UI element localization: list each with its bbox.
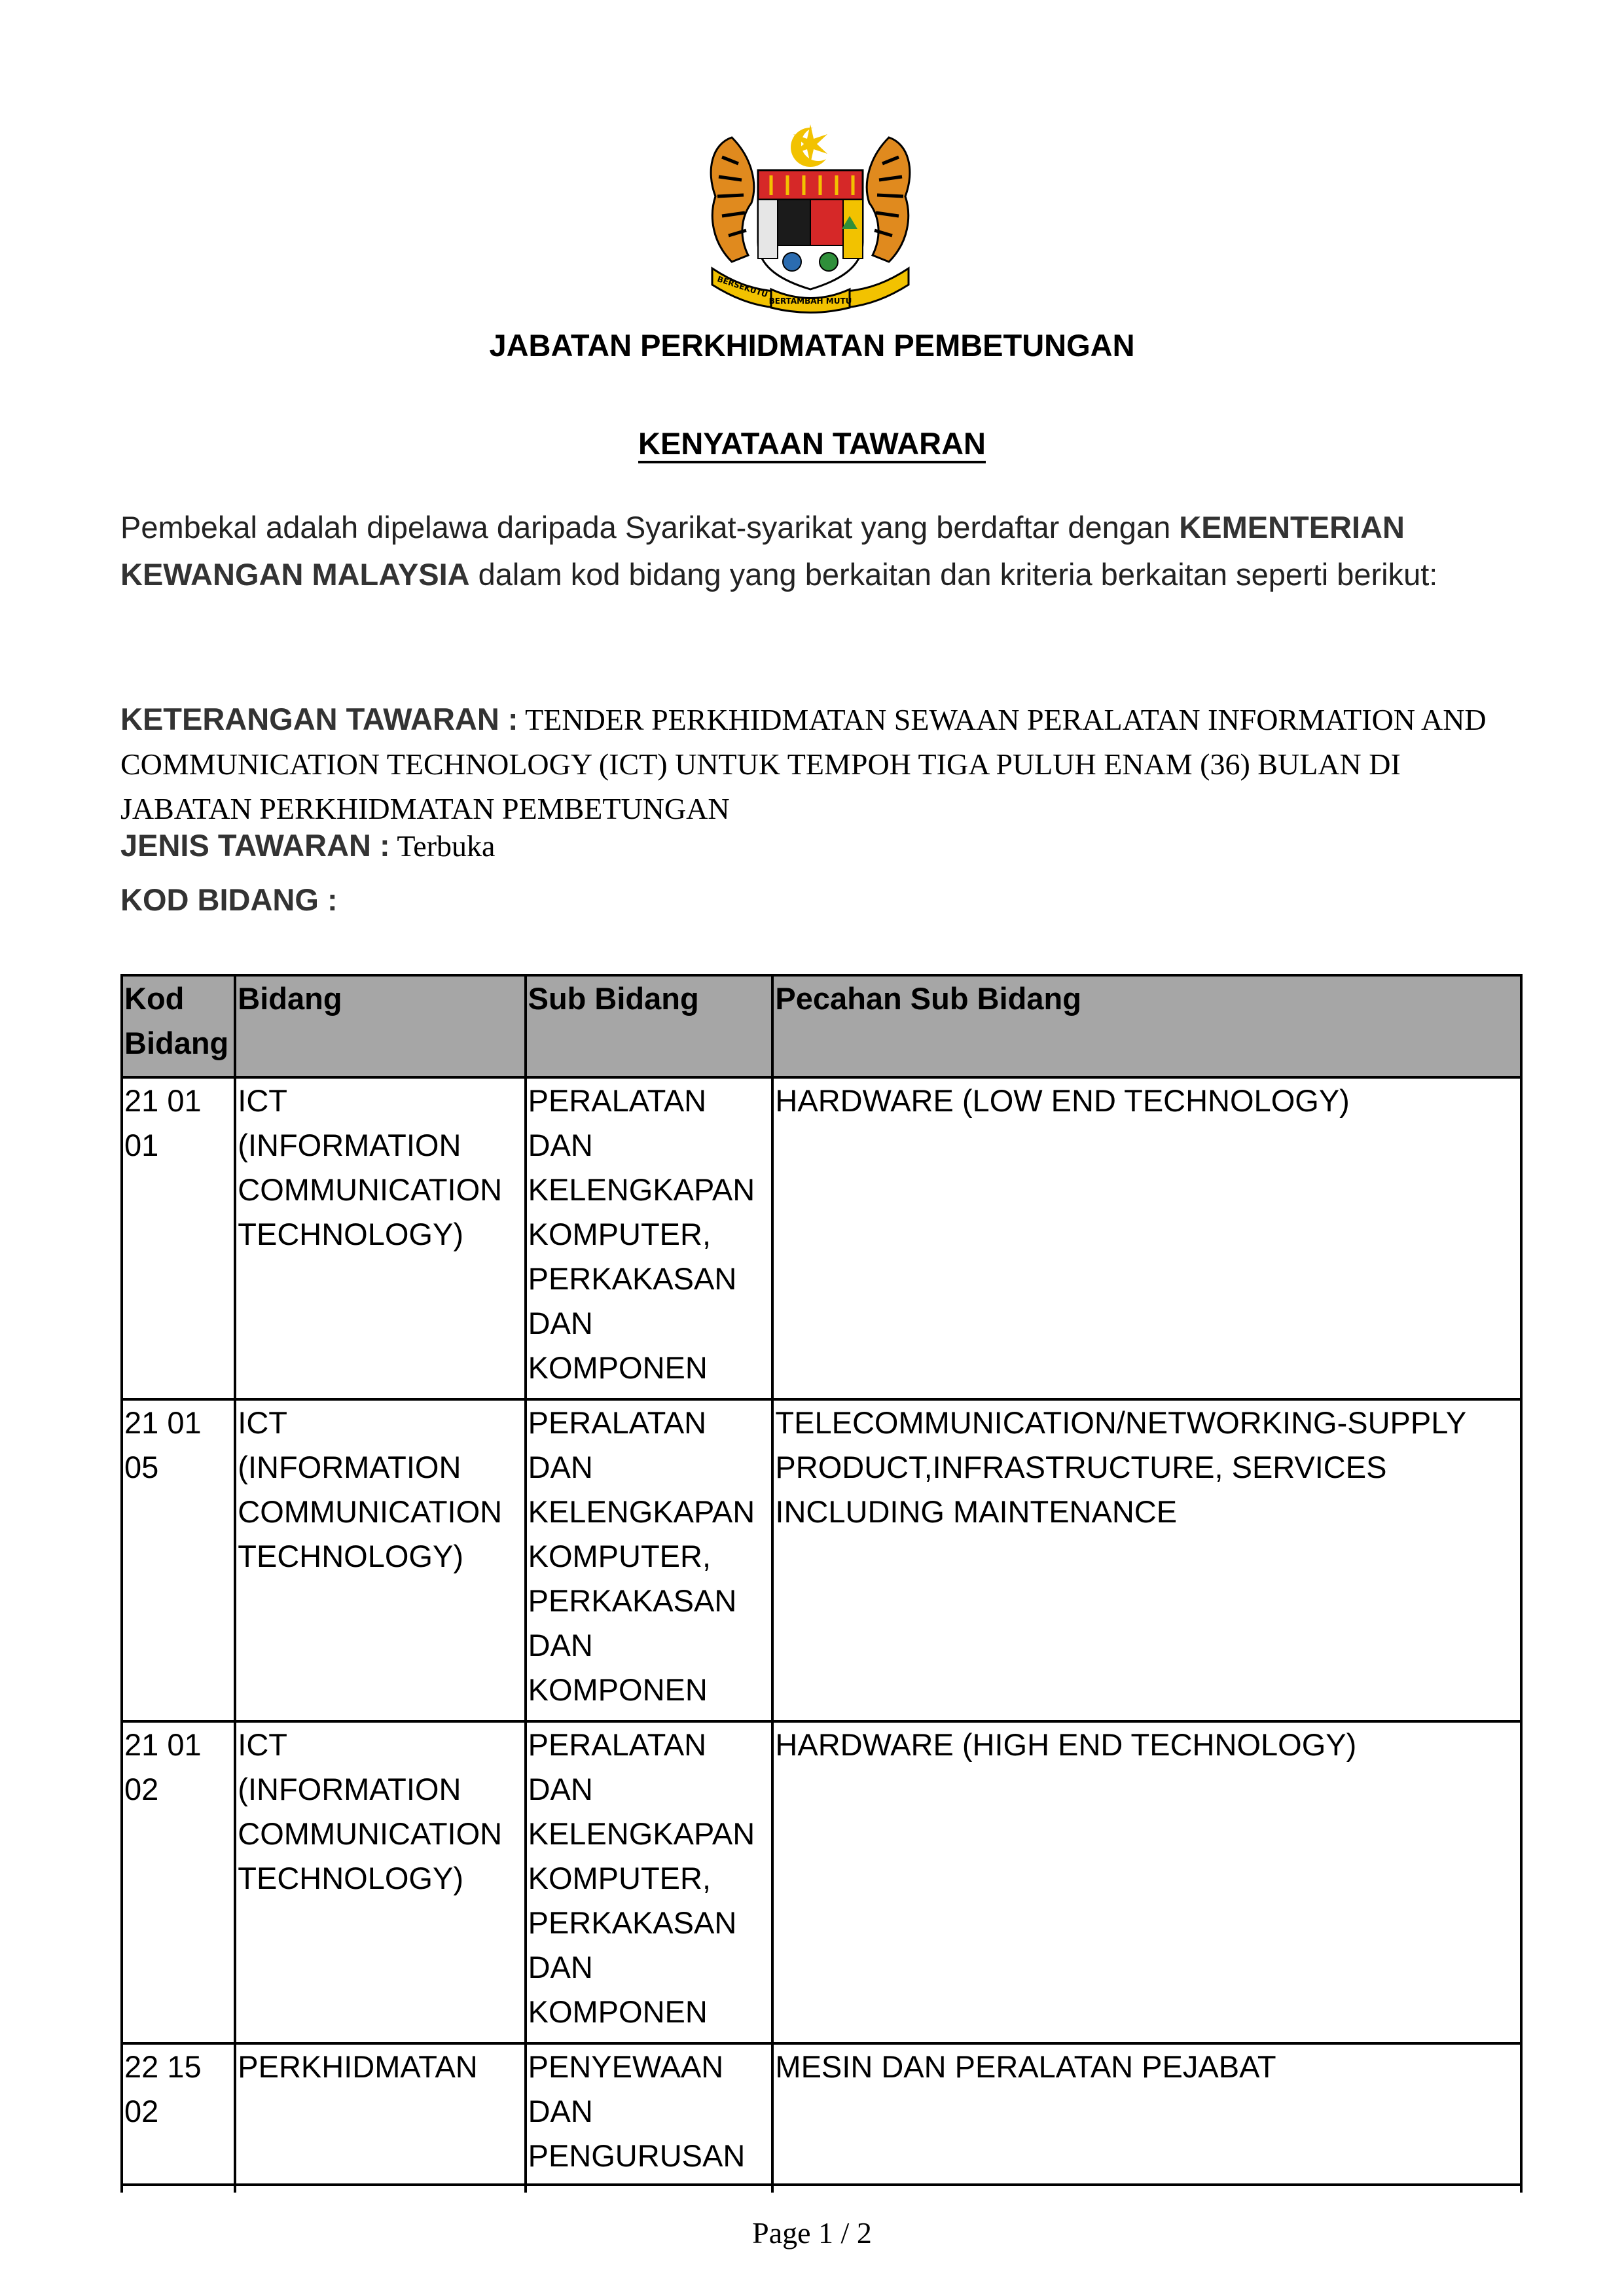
- ministry-name: KEMENTERIAN KEWANGAN MALAYSIA: [120, 510, 1405, 592]
- bidang-cell: PERKHIDMATAN: [235, 2043, 525, 2185]
- intro-paragraph: Pembekal adalah dipelawa daripada Syarikat-syarikat yang berdaftar dengan KEMENTERIAN KEWANGAN MALAYSIA dalam kod bidang yang berkaitan dan kriteria berkaitan seperti berikut:: [120, 510, 1438, 592]
- column-header-sub-bidang: Sub Bidang: [526, 975, 773, 1077]
- column-header-kod-bidang: Kod Bidang: [122, 975, 235, 1077]
- malaysia-coat-of-arms-icon: [686, 118, 935, 314]
- pecahan-cell: MESIN DAN PERALATAN PEJABAT: [772, 2043, 1521, 2185]
- agency-name: JABATAN PERKHIDMATAN PEMBETUNGAN: [489, 328, 1135, 363]
- document-title: KENYATAAN TAWARAN: [638, 426, 986, 461]
- column-header-bidang: Bidang: [235, 975, 525, 1077]
- bidang-cell: ICT (INFORMATION COMMUNICATION TECHNOLOGY): [235, 1399, 525, 1721]
- sub-bidang-cell: PERALATAN DAN KELENGKAPAN KOMPUTER, PERKAKASAN DAN KOMPONEN: [526, 1721, 773, 2043]
- svg-text:BERSEKUTU: BERSEKUTU: [715, 274, 769, 300]
- table-row: [122, 2043, 1521, 2185]
- offer-description: KETERANGAN TAWARAN : TENDER PERKHIDMATAN SEWAAN PERALATAN INFORMATION AND COMMUNICATION TECHNOLOGY (ICT) UNTUK TEMPOH TIGA PULUH ENAM (36) BULAN DI JABATAN PERKHIDMATAN PEMBETUNGAN: [120, 702, 1487, 825]
- field-code-heading: KOD BIDANG :: [120, 882, 338, 917]
- pecahan-cell: TELECOMMUNICATION/NETWORKING-SUPPLY PRODUCT,INFRASTRUCTURE, SERVICES INCLUDING MAINTENANCE: [772, 1399, 1521, 1721]
- sub-bidang-cell: PENYEWAAN DAN PENGURUSAN: [526, 2043, 773, 2185]
- kod-cell: 21 01 02: [122, 1721, 235, 2043]
- table-row: [122, 1077, 1521, 1399]
- sub-bidang-cell: PERALATAN DAN KELENGKAPAN KOMPUTER, PERKAKASAN DAN KOMPONEN: [526, 1077, 773, 1399]
- pecahan-cell: HARDWARE (HIGH END TECHNOLOGY): [772, 1721, 1521, 2043]
- svg-text:BERTAMBAH MUTU: BERTAMBAH MUTU: [768, 296, 852, 306]
- pecahan-cell: HARDWARE (LOW END TECHNOLOGY): [772, 1077, 1521, 1399]
- table-row: [122, 1721, 1521, 2043]
- offer-type: JENIS TAWARAN : Terbuka: [120, 828, 496, 863]
- bidang-cell: ICT (INFORMATION COMMUNICATION TECHNOLOGY): [235, 1077, 525, 1399]
- table-row-continued: [122, 2185, 1521, 2193]
- column-header-pecahan-sub-bidang: Pecahan Sub Bidang: [772, 975, 1521, 1077]
- table-row: [122, 1399, 1521, 1721]
- kod-cell: 22 15 02: [122, 2043, 235, 2185]
- field-code-table: [120, 974, 1523, 2193]
- bidang-cell: ICT (INFORMATION COMMUNICATION TECHNOLOGY): [235, 1721, 525, 2043]
- sub-bidang-cell: PERALATAN DAN KELENGKAPAN KOMPUTER, PERKAKASAN DAN KOMPONEN: [526, 1399, 773, 1721]
- page-number: Page 1 / 2: [752, 2216, 872, 2250]
- table-header-row: [122, 975, 1521, 1077]
- kod-cell: 21 01 05: [122, 1399, 235, 1721]
- kod-cell: 21 01 01: [122, 1077, 235, 1399]
